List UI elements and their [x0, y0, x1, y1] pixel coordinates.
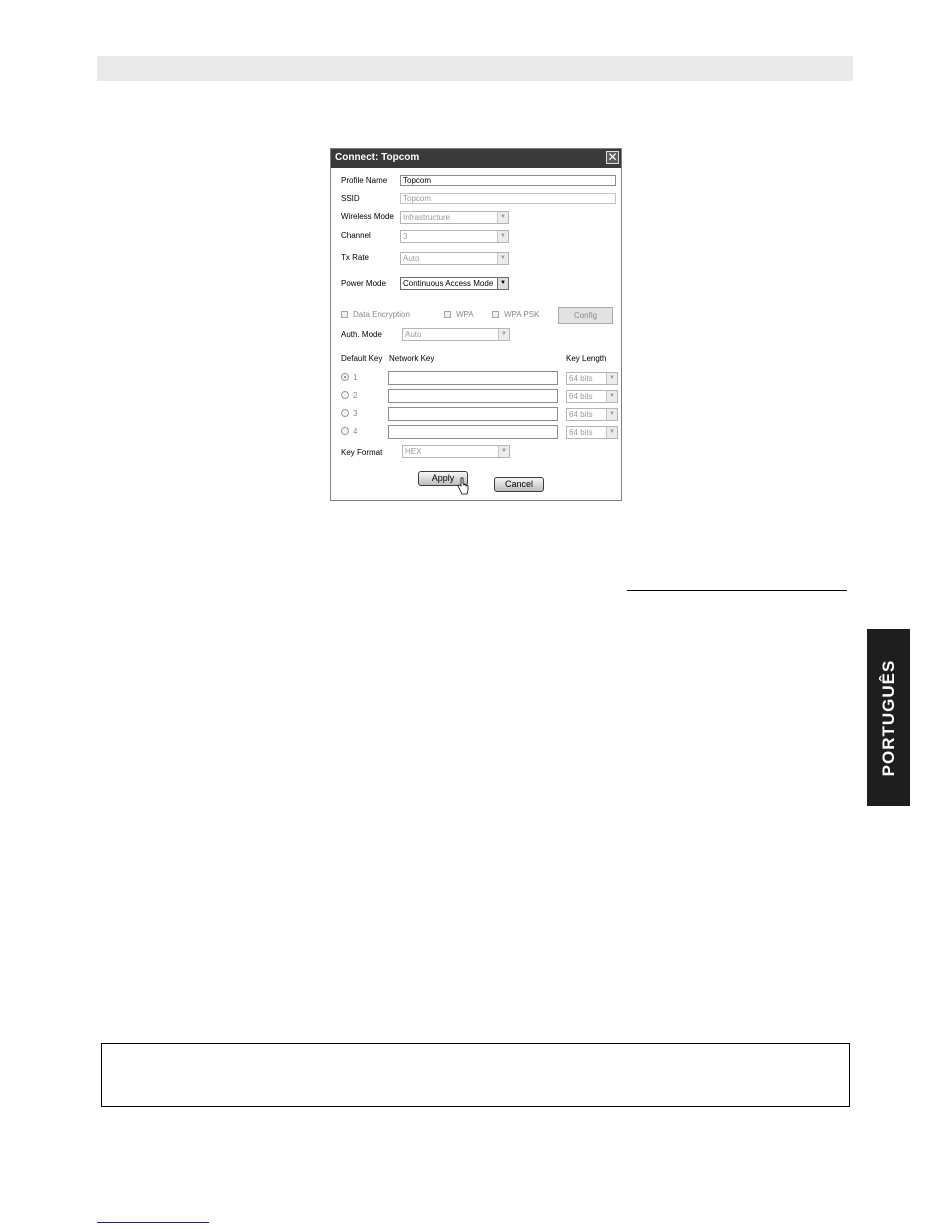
wireless-mode-label: Wireless Mode: [341, 212, 394, 221]
auth-mode-label: Auth. Mode: [341, 330, 382, 339]
wpa-psk-checkbox[interactable]: [492, 311, 499, 318]
default-key-header: Default Key: [341, 354, 383, 363]
language-tab: [867, 629, 910, 806]
chevron-down-icon: ▼: [498, 329, 509, 340]
close-icon[interactable]: ✕: [607, 150, 618, 164]
key-length-value-1: 64 bits: [569, 374, 593, 383]
key-index-3: 3: [353, 409, 358, 418]
chevron-down-icon: ▼: [497, 278, 508, 289]
channel-label: Channel: [341, 231, 371, 240]
chevron-down-icon: ▼: [606, 373, 617, 384]
default-key-radio-2[interactable]: [341, 391, 349, 399]
wpa-checkbox[interactable]: [444, 311, 451, 318]
network-key-input-3[interactable]: [388, 407, 558, 421]
tx-rate-label: Tx Rate: [341, 253, 370, 262]
chevron-down-icon: ▼: [497, 253, 508, 264]
key-index-4: 4: [353, 427, 358, 436]
network-key-header: Network Key: [389, 354, 435, 363]
chevron-down-icon: ▼: [497, 231, 508, 242]
chevron-down-icon: ▼: [606, 391, 617, 402]
chevron-down-icon: ▼: [497, 212, 508, 223]
wireless-mode-value: Infrastructure: [403, 213, 451, 222]
default-key-radio-1[interactable]: [341, 373, 349, 381]
channel-select[interactable]: [400, 230, 509, 243]
ssid-input[interactable]: Topcom: [400, 193, 616, 204]
key-length-select-4[interactable]: [566, 426, 618, 439]
header-band: [97, 56, 853, 81]
channel-value: 3: [403, 232, 408, 241]
key-length-header: Key Length: [566, 354, 607, 363]
power-mode-select[interactable]: [400, 277, 509, 290]
note-box: [101, 1043, 850, 1107]
wpa-psk-label: WPA PSK: [504, 310, 540, 319]
data-encryption-label: Data Encryption: [353, 310, 410, 319]
auth-mode-select[interactable]: [402, 328, 510, 341]
profile-name-label: Profile Name: [341, 176, 388, 185]
key-length-select-3[interactable]: [566, 408, 618, 421]
dialog-title: Connect: Topcom: [335, 152, 420, 163]
key-format-select[interactable]: [402, 445, 510, 458]
wireless-mode-select[interactable]: [400, 211, 509, 224]
key-format-label: Key Format: [341, 448, 383, 457]
default-key-radio-3[interactable]: [341, 409, 349, 417]
network-key-input-2[interactable]: [388, 389, 558, 403]
chevron-down-icon: ▼: [498, 446, 509, 457]
chevron-down-icon: ▼: [606, 427, 617, 438]
underline-rule: [627, 590, 847, 591]
key-length-value-4: 64 bits: [569, 428, 593, 437]
key-length-value-3: 64 bits: [569, 410, 593, 419]
power-mode-value: Continuous Access Mode: [403, 279, 494, 288]
key-length-select-2[interactable]: [566, 390, 618, 403]
tx-rate-value: Auto: [403, 254, 420, 263]
hand-cursor-icon: [457, 477, 469, 495]
key-index-2: 2: [353, 391, 358, 400]
power-mode-label: Power Mode: [341, 279, 386, 288]
auth-mode-value: Auto: [405, 330, 422, 339]
key-index-1: 1: [353, 373, 358, 382]
network-key-input-1[interactable]: [388, 371, 558, 385]
chevron-down-icon: ▼: [606, 409, 617, 420]
config-button[interactable]: Config: [558, 307, 613, 324]
default-key-radio-4[interactable]: [341, 427, 349, 435]
tx-rate-select[interactable]: [400, 252, 509, 265]
key-format-value: HEX: [405, 447, 422, 456]
apply-button[interactable]: Apply: [418, 471, 468, 486]
language-tab-label: PORTUGUÊS: [878, 659, 898, 776]
ssid-label: SSID: [341, 194, 360, 203]
profile-name-input[interactable]: Topcom: [400, 175, 616, 186]
key-length-value-2: 64 bits: [569, 392, 593, 401]
wpa-label: WPA: [456, 310, 474, 319]
data-encryption-checkbox[interactable]: [341, 311, 348, 318]
footer-rule: [97, 1222, 209, 1223]
key-length-select-1[interactable]: [566, 372, 618, 385]
dialog-title-bar[interactable]: [331, 149, 621, 168]
network-key-input-4[interactable]: [388, 425, 558, 439]
cancel-button[interactable]: Cancel: [494, 477, 544, 492]
connect-dialog: [330, 148, 622, 501]
